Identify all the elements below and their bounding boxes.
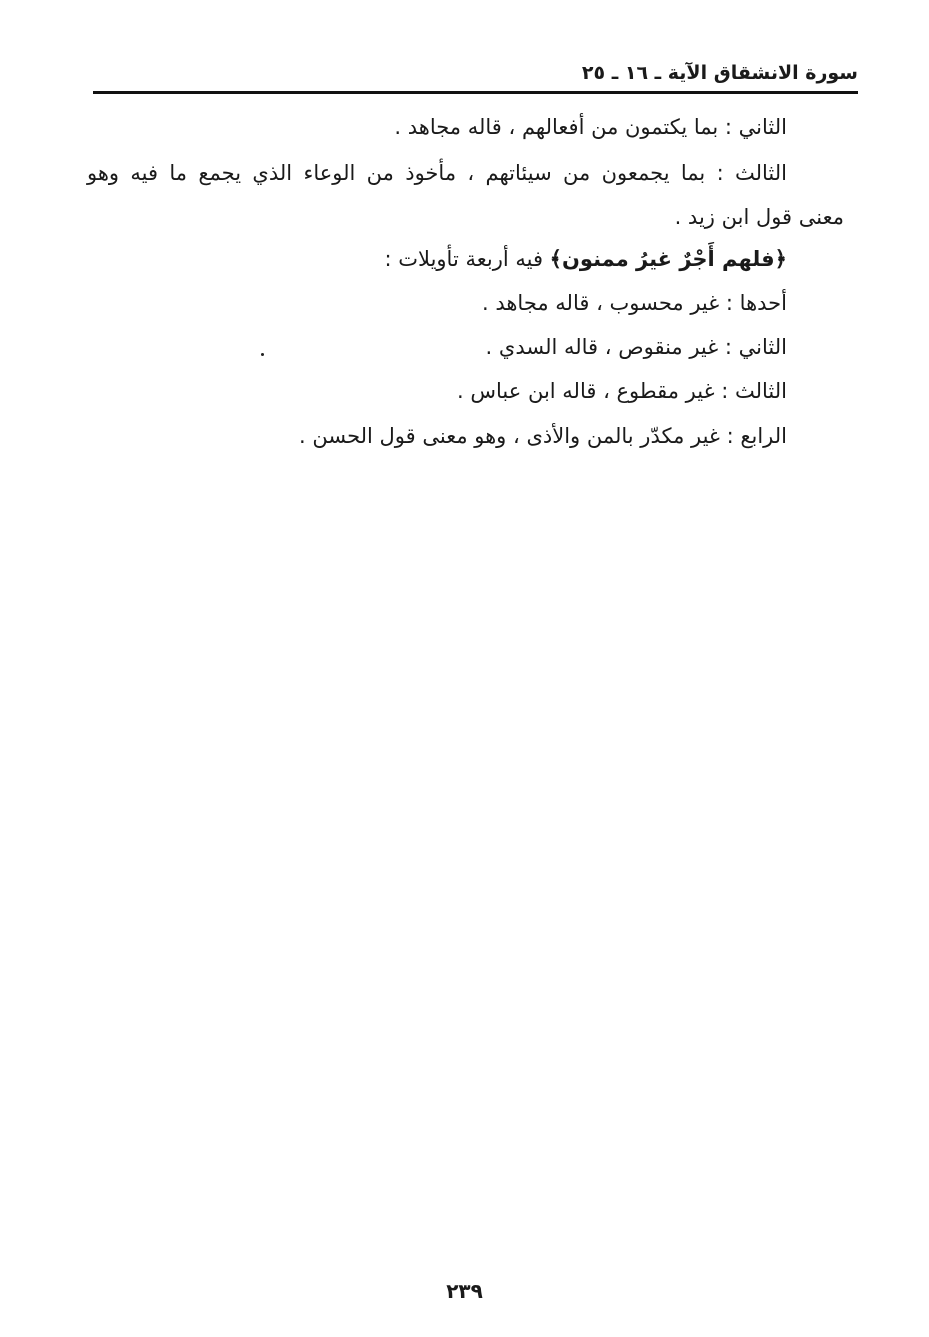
text-line: أحدها : غير محسوب ، قاله مجاهد . [481, 291, 787, 315]
print-speck [261, 353, 264, 356]
text-line: الثاني : غير منقوص ، قاله السدي . [485, 335, 787, 359]
text-line: الثاني : بما يكتمون من أفعالهم ، قاله مجاهد . [394, 115, 787, 139]
page-number: ٢٣٩ [446, 1279, 483, 1303]
verse-line [385, 244, 787, 274]
text-line: الثالث : بما يجمعون من سيئاتهم ، مأخوذ من الوعاء الذي يجمع ما فيه وهو [87, 161, 787, 185]
verse-commentary: فيه أربعة تأويلات : [384, 247, 550, 271]
text-line: الثالث : غير مقطوع ، قاله ابن عباس . [457, 379, 787, 403]
quran-verse: ﴿فلهم أَجْرٌ غيرُ ممنون﴾ [549, 247, 787, 271]
text-line: الرابع : غير مكدّر بالمن والأذى ، وهو معنى قول الحسن . [299, 424, 787, 448]
header-rule [93, 91, 858, 94]
running-header: سورة الانشقاق الآية ـ ١٦ ـ ٢٥ [581, 62, 858, 84]
text-line: معنى قول ابن زيد . [674, 205, 844, 229]
